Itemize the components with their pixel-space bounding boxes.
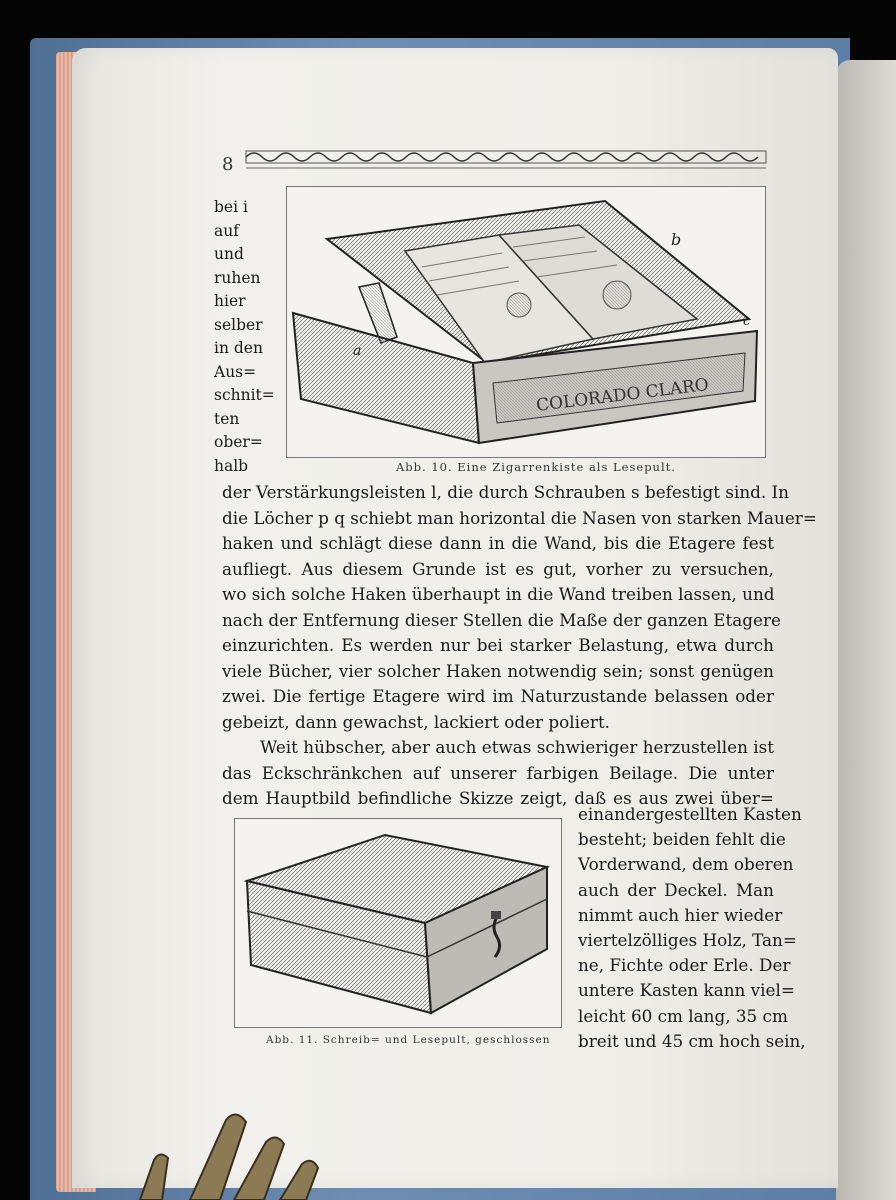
text-line: hier: [214, 292, 246, 310]
text-line: einandergestellten Kasten: [578, 804, 802, 824]
text-line: einzurichten. Es werden nur bei starker Belastung, etwa durch: [222, 635, 774, 655]
text-line: nach der Entfernung dieser Stellen die Maße der ganzen Etagere: [222, 609, 781, 630]
text-line: Aus=: [214, 362, 257, 381]
page-number: 8: [222, 154, 234, 175]
text-line: auch der Deckel. Man: [578, 879, 774, 900]
text-line: der Verstärkungsleisten l, die durch Schrauben s befestigt sind. In: [222, 482, 789, 502]
text-line: breit und 45 cm hoch sein,: [578, 1030, 806, 1051]
text-line: ne, Fichte oder Erle. Der: [578, 955, 791, 976]
text-line: dem Hauptbild befindliche Skizze zeigt, daß es aus zwei über=: [222, 788, 774, 808]
header-ornament: [246, 148, 766, 170]
right-text-column: [578, 802, 806, 1054]
label-b: b: [671, 230, 682, 249]
label-a: a: [353, 343, 362, 359]
text-line: leicht 60 cm lang, 35 cm: [578, 1005, 788, 1026]
text-line: aufliegt. Aus diesem Grunde ist es gut, vorher zu versuchen,: [222, 558, 774, 579]
figure-10-illustration: [286, 186, 766, 458]
text-line: und: [214, 245, 244, 263]
text-line: auf: [214, 221, 239, 240]
text-line: viele Bücher, vier solcher Haken notwendig sein; sonst genügen: [222, 660, 774, 681]
cigar-box-lectern-drawing: [287, 187, 765, 457]
text-line: ruhen: [214, 268, 261, 287]
text-line: untere Kasten kann viel=: [578, 980, 795, 1001]
box-label: COLORADO CLARO: [535, 374, 710, 416]
text-line: viertelzölliges Holz, Tan=: [578, 929, 797, 950]
text-line: ten: [214, 409, 240, 428]
text-line: Vorderwand, dem oberen: [578, 854, 794, 875]
text-line: in den: [214, 339, 263, 357]
brass-page-holder: [130, 1100, 350, 1200]
text-line: besteht; beiden fehlt die: [578, 829, 786, 850]
text-line: ober=: [214, 433, 263, 451]
text-line: selber: [214, 315, 263, 334]
label-c: c: [743, 314, 751, 329]
text-line: nimmt auch hier wieder: [578, 904, 783, 925]
text-line: bei i: [214, 198, 248, 216]
facing-page-edge: [836, 60, 896, 1200]
figure-11-illustration: [234, 818, 562, 1028]
text-line: Weit hübscher, aber auch etwas schwieriger herzustellen ist: [260, 737, 774, 757]
narrow-text-column: [214, 196, 278, 478]
text-line: das Eckschränkchen auf unserer farbigen Beilage. Die unter: [222, 762, 774, 783]
main-text-block: [222, 480, 817, 812]
text-line: schnit=: [214, 386, 275, 404]
figure-10-caption: Abb. 10. Eine Zigarrenkiste als Lesepult.: [396, 460, 676, 474]
text-line: gebeizt, dann gewachst, lackiert oder poliert.: [222, 711, 611, 732]
text-line: wo sich solche Haken überhaupt in die Wand treiben lassen, und: [222, 584, 775, 604]
closed-writing-box-drawing: [235, 819, 561, 1027]
text-line: halb: [214, 456, 249, 475]
figure-11-caption: Abb. 11. Schreib= und Lesepult, geschlossen: [266, 1034, 551, 1046]
text-line: haken und schlägt diese dann in die Wand, bis die Etagere fest: [222, 533, 774, 553]
text-line: die Löcher p q schiebt man horizontal die Nasen von starken Mauer=: [222, 507, 817, 528]
text-line: zwei. Die fertige Etagere wird im Naturzustande belassen oder: [222, 686, 774, 706]
